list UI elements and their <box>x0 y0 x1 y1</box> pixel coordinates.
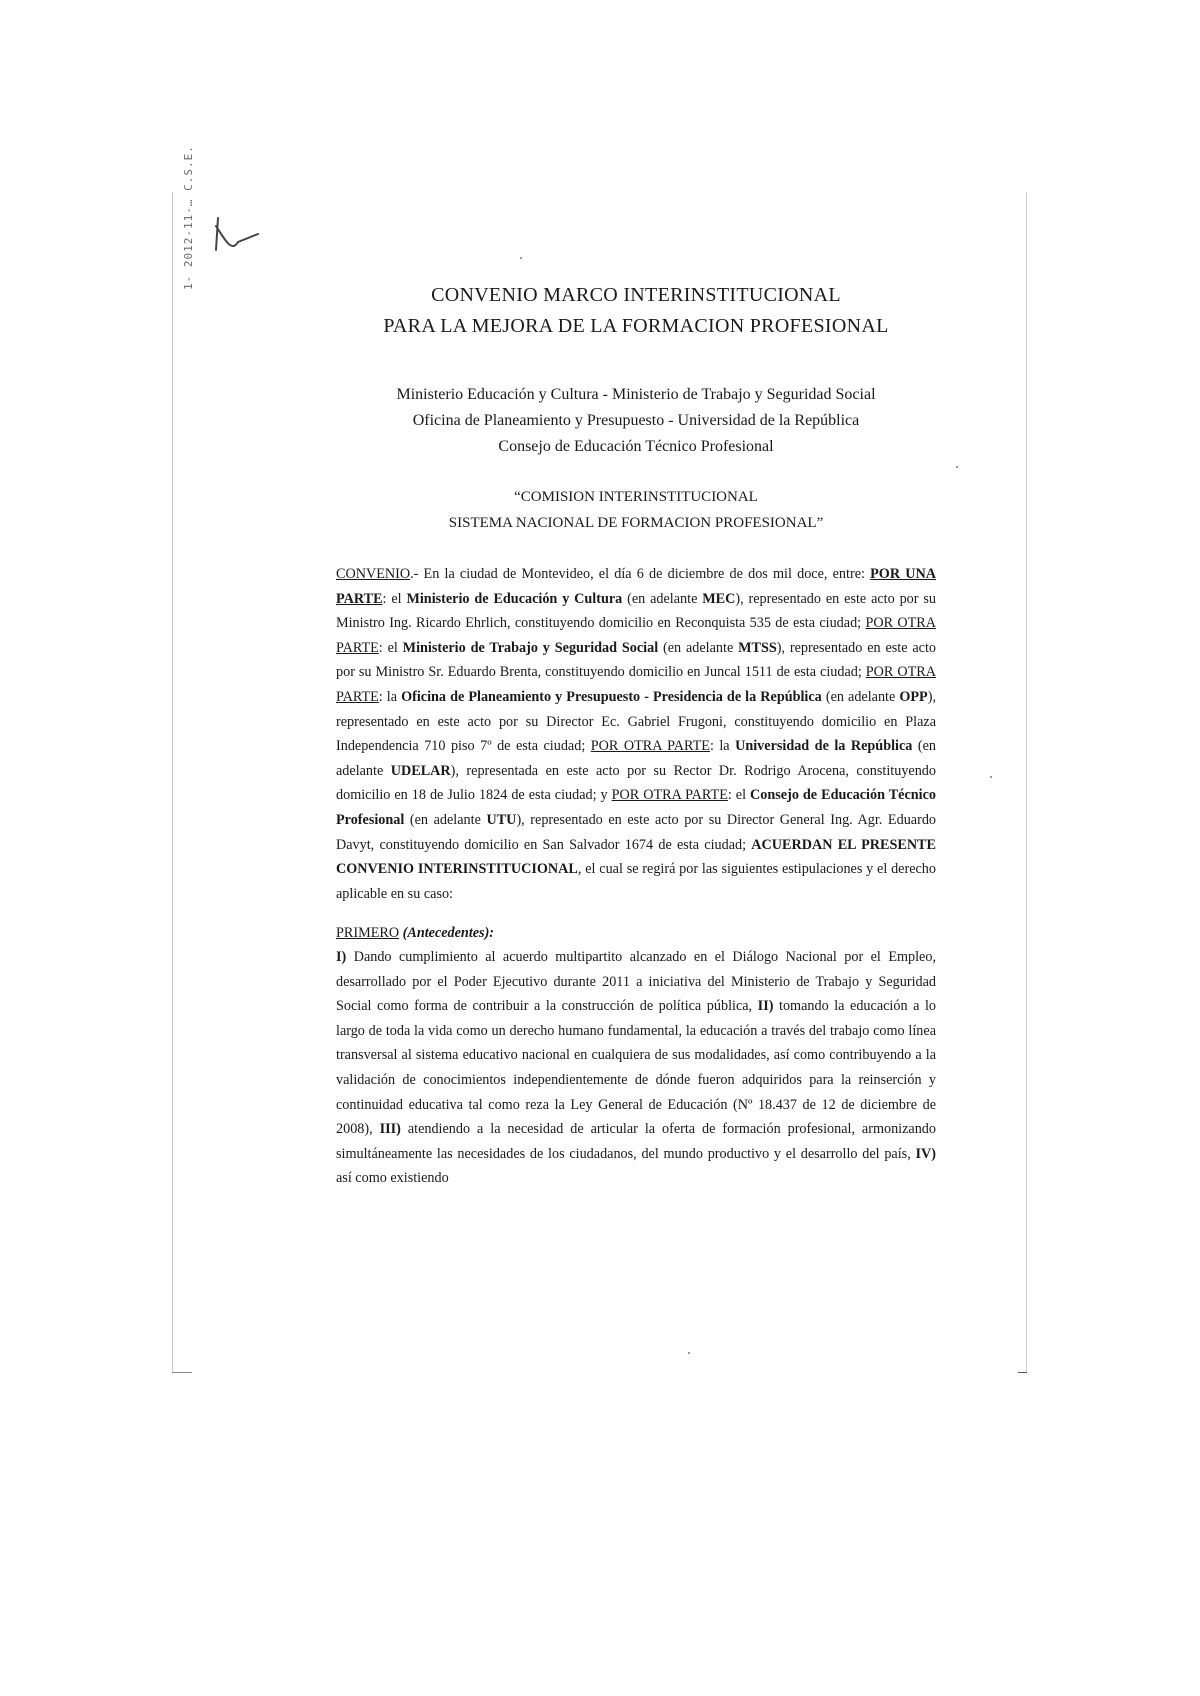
text-run: (en adelante <box>404 811 487 828</box>
roman-numeral: I) <box>336 949 347 966</box>
text-run: : la <box>709 738 736 755</box>
section-primero-heading <box>336 921 936 946</box>
abbr-mtss: MTSS <box>738 639 777 656</box>
abbr-mec: MEC <box>702 590 736 607</box>
text-run: : el <box>382 590 407 607</box>
section-primero-text <box>336 945 936 1191</box>
text-run: (en adelante <box>336 738 936 779</box>
scan-mark-bottom-right <box>1018 1372 1027 1373</box>
text-run: : el <box>727 787 751 804</box>
commission-line-1: “COMISION INTERINSTITUCIONAL <box>514 489 758 505</box>
institutions-line-1: Ministerio Educación y Cultura - Ministerio de Trabajo y Seguridad Social <box>396 386 876 403</box>
text-run: Dando cumplimiento al acuerdo multipartito alcanzado en el Diálogo Nacional por el Empleo, desarrollado por el Poder Ejecutivo durante 2011 a iniciativa del Ministerio de Trabajo y Seguridad Social como forma de contribuir a la construcción de política pública, <box>336 949 936 1015</box>
section-subtitle: (Antecedentes): <box>402 924 495 941</box>
party-label: POR OTRA PARTE <box>336 615 936 656</box>
institutions-block <box>336 382 936 460</box>
party-name-opp: Oficina de Planeamiento y Presupuesto - Presidencia de la República <box>401 688 822 705</box>
convenio-label: CONVENIO <box>336 566 411 582</box>
scan-mark-bottom-left <box>172 1372 192 1373</box>
party-label: POR OTRA PARTE <box>336 664 936 705</box>
document-title <box>336 280 936 342</box>
scan-edge-left <box>172 192 173 1372</box>
commission-heading <box>336 484 936 536</box>
section-label: PRIMERO <box>336 924 400 941</box>
roman-numeral: II) <box>757 998 774 1015</box>
party-label: POR UNA PARTE <box>336 566 936 607</box>
abbr-opp: OPP <box>899 688 928 705</box>
text-run: ), representado en este acto por su Director Ec. Gabriel Frugoni, constituyendo domicilio en Plaza Independencia 710 piso 7º de esta ciudad; <box>336 688 937 755</box>
abbr-udelar: UDELAR <box>390 762 451 779</box>
text-run: (en adelante <box>658 639 739 656</box>
text-run: : la <box>378 688 402 705</box>
institutions-line-3: Consejo de Educación Técnico Profesional <box>498 438 774 455</box>
commission-line-2: SISTEMA NACIONAL DE FORMACION PROFESIONAL” <box>448 515 824 531</box>
scan-speck <box>990 776 992 778</box>
roman-numeral: IV) <box>915 1145 936 1162</box>
party-name-mtss: Ministerio de Trabajo y Seguridad Social <box>402 639 659 656</box>
party-name-mec: Ministerio de Educación y Cultura <box>406 590 623 607</box>
text-run: ), representado en este acto por su Director General Ing. Agr. Eduardo Davyt, constituyendo domicilio en San Salvador 1674 de esta ciudad; <box>336 811 937 853</box>
text-run: , el cual se regirá por las siguientes estipulaciones y el derecho aplicable en su caso: <box>336 861 936 902</box>
text-run: .- En la ciudad de Montevideo, el día 6 de diciembre de dos mil doce, entre: <box>410 566 871 582</box>
text-run: ), representado en este acto por su Ministro Sr. Eduardo Brenta, constituyendo domicilio en Juncal 1511 de esta ciudad; <box>336 639 937 681</box>
handwritten-initials-icon <box>196 212 276 412</box>
acuerdan-statement: ACUERDAN EL PRESENTE CONVENIO INTERINSTITUCIONAL <box>336 836 936 878</box>
abbr-utu: UTU <box>486 811 517 828</box>
title-line-2: PARA LA MEJORA DE LA FORMACION PROFESIONAL <box>383 315 889 337</box>
party-label: POR OTRA PARTE <box>611 787 728 804</box>
text-run: así como existiendo <box>336 1170 449 1187</box>
scan-speck <box>956 466 958 468</box>
party-name-udelar: Universidad de la República <box>735 738 913 755</box>
party-label: POR OTRA PARTE <box>590 738 710 755</box>
text-run: (en adelante <box>821 688 900 705</box>
margin-handwritten-note: 1- 2012-11-… C.S.E. <box>182 145 195 290</box>
scan-edge-right <box>1026 192 1027 1372</box>
text-run: ), representada en este acto por su Rector Dr. Rodrigo Arocena, constituyendo domicilio en 18 de Julio 1824 de esta ciudad; y <box>336 762 936 804</box>
text-run: (en adelante <box>622 590 703 607</box>
scan-speck <box>688 1352 690 1354</box>
text-run: : el <box>378 639 403 656</box>
text-run: ), representado en este acto por su Ministro Ing. Ricardo Ehrlich, constituyendo domicilio en Reconquista 535 de esta ciudad; <box>336 590 936 632</box>
institutions-line-2: Oficina de Planeamiento y Presupuesto - Universidad de la República <box>412 412 860 429</box>
scan-speck <box>520 257 522 259</box>
text-run: tomando la educación a lo largo de toda la vida como un derecho humano fundamental, la educación a través del trabajo como línea transversal al sistema educativo nacional en cualquiera de sus modalidades, así como contribuyendo a la validación de conocimientos independientemente de dónde fueron adquiridos para la reinserción y continuidad educativa tal como reza la Ley General de Educación (Nº 18.437 de 12 de diciembre de 2008), <box>336 998 936 1138</box>
convenio-paragraph <box>336 562 936 906</box>
party-name-cetp: Consejo de Educación Técnico Profesional <box>336 787 936 828</box>
roman-numeral: III) <box>379 1121 401 1138</box>
text-run: atendiendo a la necesidad de articular la oferta de formación profesional, armonizando simultáneamente las necesidades de los ciudadanos, del mundo productivo y el desarrollo del país, <box>336 1121 936 1162</box>
title-line-1: CONVENIO MARCO INTERINSTITUCIONAL <box>431 284 841 306</box>
document-page <box>336 280 936 1191</box>
